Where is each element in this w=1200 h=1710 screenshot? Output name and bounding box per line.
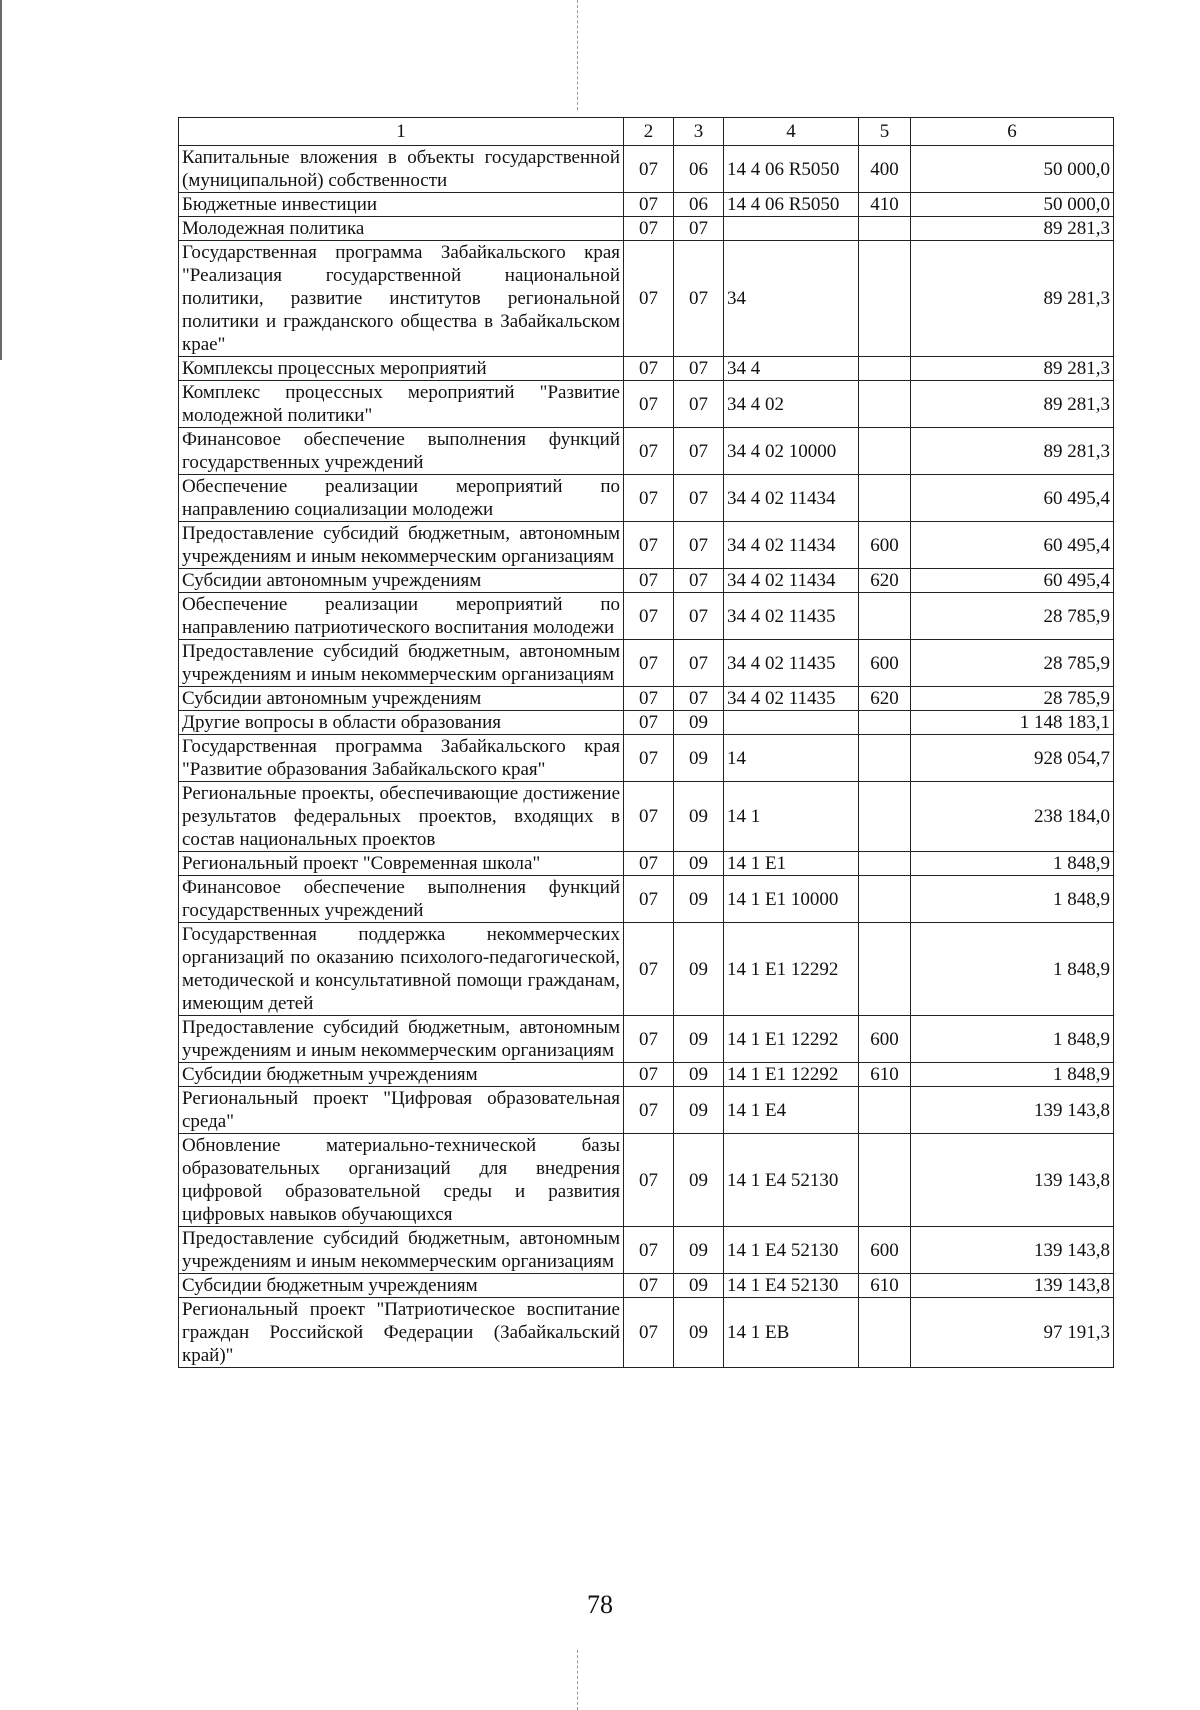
amount-cell: 60 495,4 xyxy=(911,475,1114,522)
section-code-cell: 07 xyxy=(624,475,674,522)
table-row xyxy=(179,923,1114,1016)
table-row xyxy=(179,146,1114,193)
row-name-cell: Обновление материально-технической базы образовательных организаций для внедрения цифровой образовательной среды и развития цифровых навыков обучающихся xyxy=(179,1134,624,1227)
amount-cell: 89 281,3 xyxy=(911,357,1114,381)
section-code-cell: 07 xyxy=(624,241,674,357)
target-article-cell: 34 4 02 10000 xyxy=(724,428,859,475)
target-article-cell: 34 4 02 11434 xyxy=(724,522,859,569)
target-article-cell: 34 4 02 11434 xyxy=(724,569,859,593)
target-article-cell xyxy=(724,711,859,735)
table-row xyxy=(179,1298,1114,1368)
expense-type-cell: 600 xyxy=(859,640,911,687)
section-code-cell: 07 xyxy=(624,1134,674,1227)
row-name-cell: Бюджетные инвестиции xyxy=(179,193,624,217)
expense-type-cell xyxy=(859,852,911,876)
amount-cell: 28 785,9 xyxy=(911,593,1114,640)
subsection-code-cell: 09 xyxy=(674,1016,724,1063)
expense-type-cell: 620 xyxy=(859,687,911,711)
expense-type-cell xyxy=(859,711,911,735)
row-name-cell: Предоставление субсидий бюджетным, автономным учреждениям и иным некоммерческим организациям xyxy=(179,1227,624,1274)
subsection-code-cell: 09 xyxy=(674,735,724,782)
target-article-cell: 14 1 E1 12292 xyxy=(724,1016,859,1063)
table-row xyxy=(179,687,1114,711)
section-code-cell: 07 xyxy=(624,1227,674,1274)
expense-type-cell: 600 xyxy=(859,1227,911,1274)
table-row xyxy=(179,1016,1114,1063)
amount-cell: 1 848,9 xyxy=(911,1016,1114,1063)
subsection-code-cell: 07 xyxy=(674,357,724,381)
row-name-cell: Обеспечение реализации мероприятий по направлению социализации молодежи xyxy=(179,475,624,522)
amount-cell: 238 184,0 xyxy=(911,782,1114,852)
page-edge xyxy=(0,0,2,360)
subsection-code-cell: 09 xyxy=(674,1134,724,1227)
section-code-cell: 07 xyxy=(624,711,674,735)
subsection-code-cell: 07 xyxy=(674,381,724,428)
amount-cell: 89 281,3 xyxy=(911,217,1114,241)
target-article-cell: 34 4 02 11435 xyxy=(724,687,859,711)
amount-cell: 97 191,3 xyxy=(911,1298,1114,1368)
subsection-code-cell: 07 xyxy=(674,687,724,711)
subsection-code-cell: 09 xyxy=(674,1298,724,1368)
row-name-cell: Субсидии автономным учреждениям xyxy=(179,687,624,711)
expense-type-cell xyxy=(859,782,911,852)
section-code-cell: 07 xyxy=(624,876,674,923)
expense-type-cell: 600 xyxy=(859,522,911,569)
header-row xyxy=(179,118,1114,146)
row-name-cell: Предоставление субсидий бюджетным, автономным учреждениям и иным некоммерческим организациям xyxy=(179,522,624,569)
target-article-cell: 14 4 06 R5050 xyxy=(724,146,859,193)
subsection-code-cell: 09 xyxy=(674,876,724,923)
amount-cell: 60 495,4 xyxy=(911,522,1114,569)
section-code-cell: 07 xyxy=(624,852,674,876)
subsection-code-cell: 07 xyxy=(674,593,724,640)
amount-cell: 28 785,9 xyxy=(911,687,1114,711)
amount-cell: 928 054,7 xyxy=(911,735,1114,782)
table-row xyxy=(179,569,1114,593)
subsection-code-cell: 09 xyxy=(674,782,724,852)
table-row xyxy=(179,475,1114,522)
target-article-cell: 14 4 06 R5050 xyxy=(724,193,859,217)
amount-cell: 1 848,9 xyxy=(911,923,1114,1016)
row-name-cell: Финансовое обеспечение выполнения функций государственных учреждений xyxy=(179,876,624,923)
header-cell: 6 xyxy=(911,118,1114,146)
table-row xyxy=(179,735,1114,782)
budget-table xyxy=(178,117,1114,1368)
target-article-cell: 14 1 xyxy=(724,782,859,852)
amount-cell: 139 143,8 xyxy=(911,1227,1114,1274)
target-article-cell: 34 4 02 xyxy=(724,381,859,428)
expense-type-cell: 610 xyxy=(859,1063,911,1087)
amount-cell: 89 281,3 xyxy=(911,241,1114,357)
table-row xyxy=(179,782,1114,852)
target-article-cell: 14 1 E4 52130 xyxy=(724,1134,859,1227)
subsection-code-cell: 09 xyxy=(674,923,724,1016)
expense-type-cell xyxy=(859,1298,911,1368)
row-name-cell: Субсидии бюджетным учреждениям xyxy=(179,1063,624,1087)
section-code-cell: 07 xyxy=(624,193,674,217)
expense-type-cell xyxy=(859,1087,911,1134)
expense-type-cell xyxy=(859,876,911,923)
row-name-cell: Капитальные вложения в объекты государственной (муниципальной) собственности xyxy=(179,146,624,193)
target-article-cell: 14 1 E1 12292 xyxy=(724,1063,859,1087)
expense-type-cell: 620 xyxy=(859,569,911,593)
target-article-cell: 14 1 E4 52130 xyxy=(724,1227,859,1274)
amount-cell: 1 148 183,1 xyxy=(911,711,1114,735)
target-article-cell: 14 1 E1 xyxy=(724,852,859,876)
section-code-cell: 07 xyxy=(624,146,674,193)
expense-type-cell: 400 xyxy=(859,146,911,193)
table-row xyxy=(179,357,1114,381)
table-row xyxy=(179,522,1114,569)
target-article-cell xyxy=(724,217,859,241)
row-name-cell: Предоставление субсидий бюджетным, автономным учреждениям и иным некоммерческим организациям xyxy=(179,1016,624,1063)
row-name-cell: Субсидии автономным учреждениям xyxy=(179,569,624,593)
amount-cell: 50 000,0 xyxy=(911,193,1114,217)
amount-cell: 1 848,9 xyxy=(911,876,1114,923)
header-cell: 4 xyxy=(724,118,859,146)
subsection-code-cell: 06 xyxy=(674,146,724,193)
row-name-cell: Комплекс процессных мероприятий "Развитие молодежной политики" xyxy=(179,381,624,428)
expense-type-cell: 410 xyxy=(859,193,911,217)
target-article-cell: 14 xyxy=(724,735,859,782)
amount-cell: 50 000,0 xyxy=(911,146,1114,193)
target-article-cell: 14 1 E1 10000 xyxy=(724,876,859,923)
table-row xyxy=(179,593,1114,640)
table-row xyxy=(179,1134,1114,1227)
table-row xyxy=(179,1063,1114,1087)
table-row xyxy=(179,1227,1114,1274)
expense-type-cell xyxy=(859,475,911,522)
section-code-cell: 07 xyxy=(624,735,674,782)
amount-cell: 1 848,9 xyxy=(911,852,1114,876)
row-name-cell: Молодежная политика xyxy=(179,217,624,241)
page-number: 78 xyxy=(587,1590,613,1619)
table-row xyxy=(179,876,1114,923)
section-code-cell: 07 xyxy=(624,1063,674,1087)
section-code-cell: 07 xyxy=(624,640,674,687)
table-row xyxy=(179,217,1114,241)
target-article-cell: 14 1 E4 xyxy=(724,1087,859,1134)
target-article-cell: 34 xyxy=(724,241,859,357)
section-code-cell: 07 xyxy=(624,381,674,428)
subsection-code-cell: 09 xyxy=(674,1063,724,1087)
expense-type-cell: 600 xyxy=(859,1016,911,1063)
row-name-cell: Субсидии бюджетным учреждениям xyxy=(179,1274,624,1298)
section-code-cell: 07 xyxy=(624,217,674,241)
row-name-cell: Государственная поддержка некоммерческих организаций по оказанию психолого-педагогической, методической и консультативной помощи гражданам, имеющим детей xyxy=(179,923,624,1016)
expense-type-cell xyxy=(859,923,911,1016)
row-name-cell: Государственная программа Забайкальского края "Развитие образования Забайкальского края" xyxy=(179,735,624,782)
target-article-cell: 34 4 02 11435 xyxy=(724,640,859,687)
table-row xyxy=(179,640,1114,687)
amount-cell: 139 143,8 xyxy=(911,1134,1114,1227)
target-article-cell: 14 1 E1 12292 xyxy=(724,923,859,1016)
expense-type-cell xyxy=(859,381,911,428)
subsection-code-cell: 07 xyxy=(674,640,724,687)
fold-mark-bottom xyxy=(577,1650,578,1710)
table-row xyxy=(179,193,1114,217)
subsection-code-cell: 07 xyxy=(674,428,724,475)
row-name-cell: Региональные проекты, обеспечивающие достижение результатов федеральных проектов, входящих в состав национальных проектов xyxy=(179,782,624,852)
subsection-code-cell: 09 xyxy=(674,1087,724,1134)
expense-type-cell xyxy=(859,1134,911,1227)
row-name-cell: Региональный проект "Цифровая образовательная среда" xyxy=(179,1087,624,1134)
table-row xyxy=(179,711,1114,735)
expense-type-cell xyxy=(859,428,911,475)
section-code-cell: 07 xyxy=(624,428,674,475)
target-article-cell: 14 1 E4 52130 xyxy=(724,1274,859,1298)
amount-cell: 89 281,3 xyxy=(911,428,1114,475)
row-name-cell: Региональный проект "Современная школа" xyxy=(179,852,624,876)
section-code-cell: 07 xyxy=(624,782,674,852)
row-name-cell: Обеспечение реализации мероприятий по направлению патриотического воспитания молодежи xyxy=(179,593,624,640)
subsection-code-cell: 09 xyxy=(674,1227,724,1274)
section-code-cell: 07 xyxy=(624,1087,674,1134)
target-article-cell: 34 4 02 11435 xyxy=(724,593,859,640)
amount-cell: 89 281,3 xyxy=(911,381,1114,428)
section-code-cell: 07 xyxy=(624,923,674,1016)
row-name-cell: Государственная программа Забайкальского края "Реализация государственной национальной политики, развитие институтов региональной политики и гражданского общества в Забайкальском крае" xyxy=(179,241,624,357)
row-name-cell: Другие вопросы в области образования xyxy=(179,711,624,735)
section-code-cell: 07 xyxy=(624,522,674,569)
row-name-cell: Региональный проект "Патриотическое воспитание граждан Российской Федерации (Забайкальский край)" xyxy=(179,1298,624,1368)
expense-type-cell xyxy=(859,735,911,782)
expense-type-cell: 610 xyxy=(859,1274,911,1298)
amount-cell: 1 848,9 xyxy=(911,1063,1114,1087)
subsection-code-cell: 07 xyxy=(674,475,724,522)
target-article-cell: 34 4 xyxy=(724,357,859,381)
expense-type-cell xyxy=(859,217,911,241)
amount-cell: 139 143,8 xyxy=(911,1274,1114,1298)
subsection-code-cell: 07 xyxy=(674,241,724,357)
subsection-code-cell: 07 xyxy=(674,569,724,593)
header-cell: 3 xyxy=(674,118,724,146)
table-row xyxy=(179,852,1114,876)
subsection-code-cell: 07 xyxy=(674,217,724,241)
section-code-cell: 07 xyxy=(624,1274,674,1298)
expense-type-cell xyxy=(859,241,911,357)
section-code-cell: 07 xyxy=(624,357,674,381)
subsection-code-cell: 09 xyxy=(674,1274,724,1298)
section-code-cell: 07 xyxy=(624,1016,674,1063)
header-cell: 5 xyxy=(859,118,911,146)
section-code-cell: 07 xyxy=(624,1298,674,1368)
section-code-cell: 07 xyxy=(624,593,674,640)
target-article-cell: 34 4 02 11434 xyxy=(724,475,859,522)
amount-cell: 60 495,4 xyxy=(911,569,1114,593)
table-row xyxy=(179,1274,1114,1298)
amount-cell: 139 143,8 xyxy=(911,1087,1114,1134)
subsection-code-cell: 09 xyxy=(674,852,724,876)
table-row xyxy=(179,1087,1114,1134)
table-body xyxy=(179,146,1114,1368)
target-article-cell: 14 1 EB xyxy=(724,1298,859,1368)
header-cell: 1 xyxy=(179,118,624,146)
table-row xyxy=(179,241,1114,357)
section-code-cell: 07 xyxy=(624,687,674,711)
header-cell: 2 xyxy=(624,118,674,146)
row-name-cell: Комплексы процессных мероприятий xyxy=(179,357,624,381)
table-row xyxy=(179,428,1114,475)
row-name-cell: Предоставление субсидий бюджетным, автономным учреждениям и иным некоммерческим организациям xyxy=(179,640,624,687)
table-row xyxy=(179,381,1114,428)
fold-mark-top xyxy=(577,0,578,110)
expense-type-cell xyxy=(859,357,911,381)
row-name-cell: Финансовое обеспечение выполнения функций государственных учреждений xyxy=(179,428,624,475)
subsection-code-cell: 09 xyxy=(674,711,724,735)
section-code-cell: 07 xyxy=(624,569,674,593)
subsection-code-cell: 06 xyxy=(674,193,724,217)
subsection-code-cell: 07 xyxy=(674,522,724,569)
expense-type-cell xyxy=(859,593,911,640)
amount-cell: 28 785,9 xyxy=(911,640,1114,687)
